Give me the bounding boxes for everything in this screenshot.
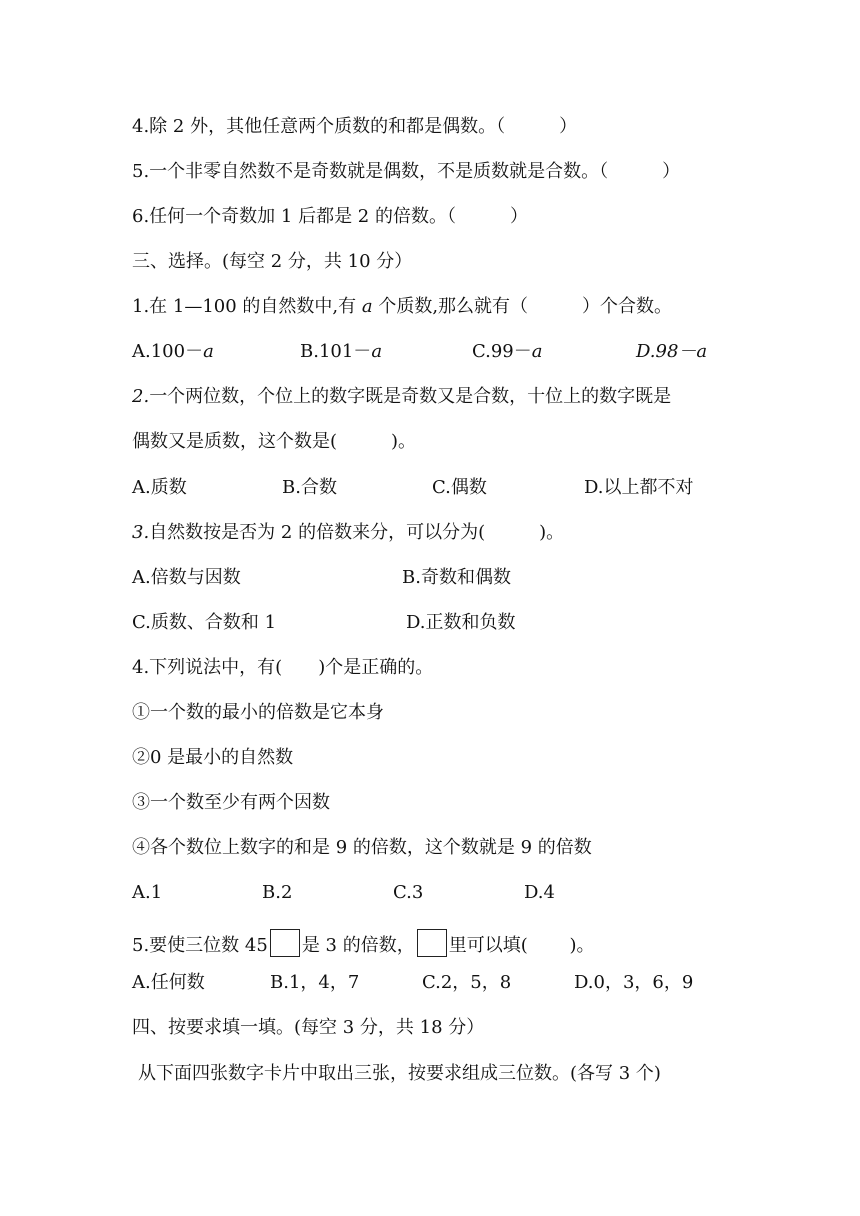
choice-q1-post: 个质数,那么就有（ ）个合数。	[372, 296, 673, 317]
choice-q2-text1: 一个两位数，个位上的数字既是奇数又是合数，十位上的数字既是	[149, 386, 672, 407]
choice-q2-option-b: B.合数	[282, 477, 337, 498]
choice-q5-option-b: B.1，4，7	[270, 972, 360, 993]
choice-q2-option-d: D.以上都不对	[584, 477, 694, 498]
choice-q4-statement-3: ③一个数至少有两个因数	[132, 792, 330, 813]
choice-q3-option-a: A.倍数与因数	[132, 567, 241, 588]
choice-q1-option-b-var: a	[371, 341, 383, 362]
choice-q5-option-d: D.0，3，6，9	[574, 972, 694, 993]
choice-q3	[132, 521, 564, 545]
choice-q1-option-c-text: C.99－	[472, 341, 532, 362]
choice-q5-post: 里可以填( )。	[448, 935, 595, 956]
choice-q5-mid: 是 3 的倍数，	[301, 935, 415, 956]
choice-q4-statement-1: ①一个数的最小的倍数是它本身	[132, 702, 384, 723]
choice-q4-statement-2: ②0 是最小的自然数	[132, 747, 294, 768]
choice-q1-option-b-text: B.101－	[300, 341, 372, 362]
choice-q1-var: a	[361, 296, 373, 317]
choice-q4: 4.下列说法中，有( )个是正确的。	[132, 657, 434, 678]
choice-q5-option-c: C.2，5，8	[422, 972, 512, 993]
choice-q1-option-c-var: a	[531, 341, 543, 362]
choice-q5-pre: 5.要使三位数 45	[132, 935, 268, 956]
choice-q1-option-a-var: a	[203, 341, 214, 362]
choice-q4-statement-4: ④各个数位上数字的和是 9 的倍数，这个数就是 9 的倍数	[132, 837, 592, 858]
judge-q4: 4.除 2 外，其他任意两个质数的和都是偶数。（ ）	[132, 116, 578, 137]
choice-q1-option-a-text: A.100－	[132, 341, 204, 362]
choice-q3-num: 3.	[132, 522, 150, 543]
judge-q5: 5.一个非零自然数不是奇数就是偶数，不是质数就是合数。（ ）	[132, 161, 681, 182]
choice-q5-option-a: A.任何数	[132, 972, 205, 993]
choice-q4-option-c: C.3	[393, 882, 424, 903]
choice-q3-text: 自然数按是否为 2 的倍数来分，可以分为( )。	[149, 522, 565, 543]
choice-q5	[132, 929, 595, 958]
choice-q4-option-a: A.1	[132, 882, 163, 903]
section-4-title: 四、按要求填一填。(每空 3 分，共 18 分）	[132, 1017, 485, 1038]
choice-q2-line2: 偶数又是质数，这个数是( )。	[132, 431, 417, 452]
choice-q2-line1	[132, 385, 671, 409]
choice-q4-option-d: D.4	[524, 882, 555, 903]
choice-q2-num: 2.	[132, 386, 150, 407]
section-3-title: 三、选择。(每空 2 分，共 10 分）	[132, 251, 413, 272]
judge-q6: 6.任何一个奇数加 1 后都是 2 的倍数。（ ）	[132, 206, 528, 227]
choice-q1-option-b	[300, 340, 382, 364]
section-4-intro: 从下面四张数字卡片中取出三张，按要求组成三位数。(各写 3 个)	[138, 1063, 661, 1084]
choice-q3-option-c: C.质数、合数和 1	[132, 612, 277, 633]
choice-q1-pre: 1.在 1—100 的自然数中,有	[132, 296, 362, 317]
digit-box-2	[417, 929, 447, 957]
choice-q1-option-d: D.98－a	[636, 341, 708, 362]
choice-q2-option-a: A.质数	[132, 477, 187, 498]
digit-box-1	[270, 929, 300, 957]
choice-q4-option-b: B.2	[262, 882, 293, 903]
choice-q1-option-c	[472, 340, 543, 364]
choice-q3-option-b: B.奇数和偶数	[402, 567, 511, 588]
choice-q3-option-d: D.正数和负数	[406, 612, 516, 633]
choice-q1-option-a	[132, 340, 214, 364]
choice-q1	[132, 295, 672, 319]
choice-q2-option-c: C.偶数	[432, 477, 487, 498]
